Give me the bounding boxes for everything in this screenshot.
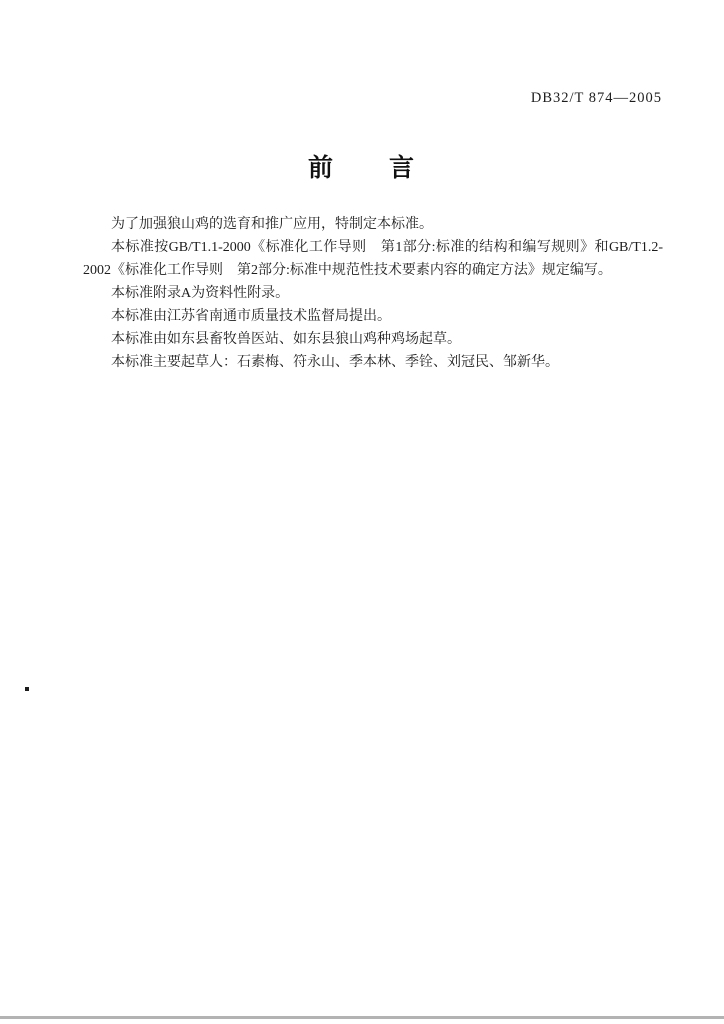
standard-number: DB32/T 874—2005 — [530, 90, 662, 106]
scan-artifact-dot — [25, 687, 29, 691]
page-title: 前 言 — [307, 155, 416, 182]
paragraph-purpose: 为了加强狼山鸡的选育和推广应用，特制定本标准。 — [111, 217, 433, 232]
paragraph-proposed-by: 本标准由江苏省南通市质量技术监督局提出。 — [111, 309, 391, 324]
scan-edge-line — [0, 1016, 724, 1019]
paragraph-drafted-by: 本标准由如东县畜牧兽医站、如东县狼山鸡种鸡场起草。 — [111, 332, 461, 347]
paragraph-drafters: 本标准主要起草人：石素梅、符永山、季本林、季铨、刘冠民、邹新华。 — [111, 355, 559, 370]
paragraph-annex: 本标准附录A为资料性附录。 — [111, 286, 290, 301]
paragraph-drafting-rules: 本标准按GB/T1.1-2000《标准化工作导则 第1部分:标准的结构和编写规则》和GB/T1.2-2002《标准化工作导则 第2部分:标准中规范性技术要素内容的确定方法》规定编写。 — [83, 240, 663, 278]
foreword-body — [83, 213, 663, 374]
